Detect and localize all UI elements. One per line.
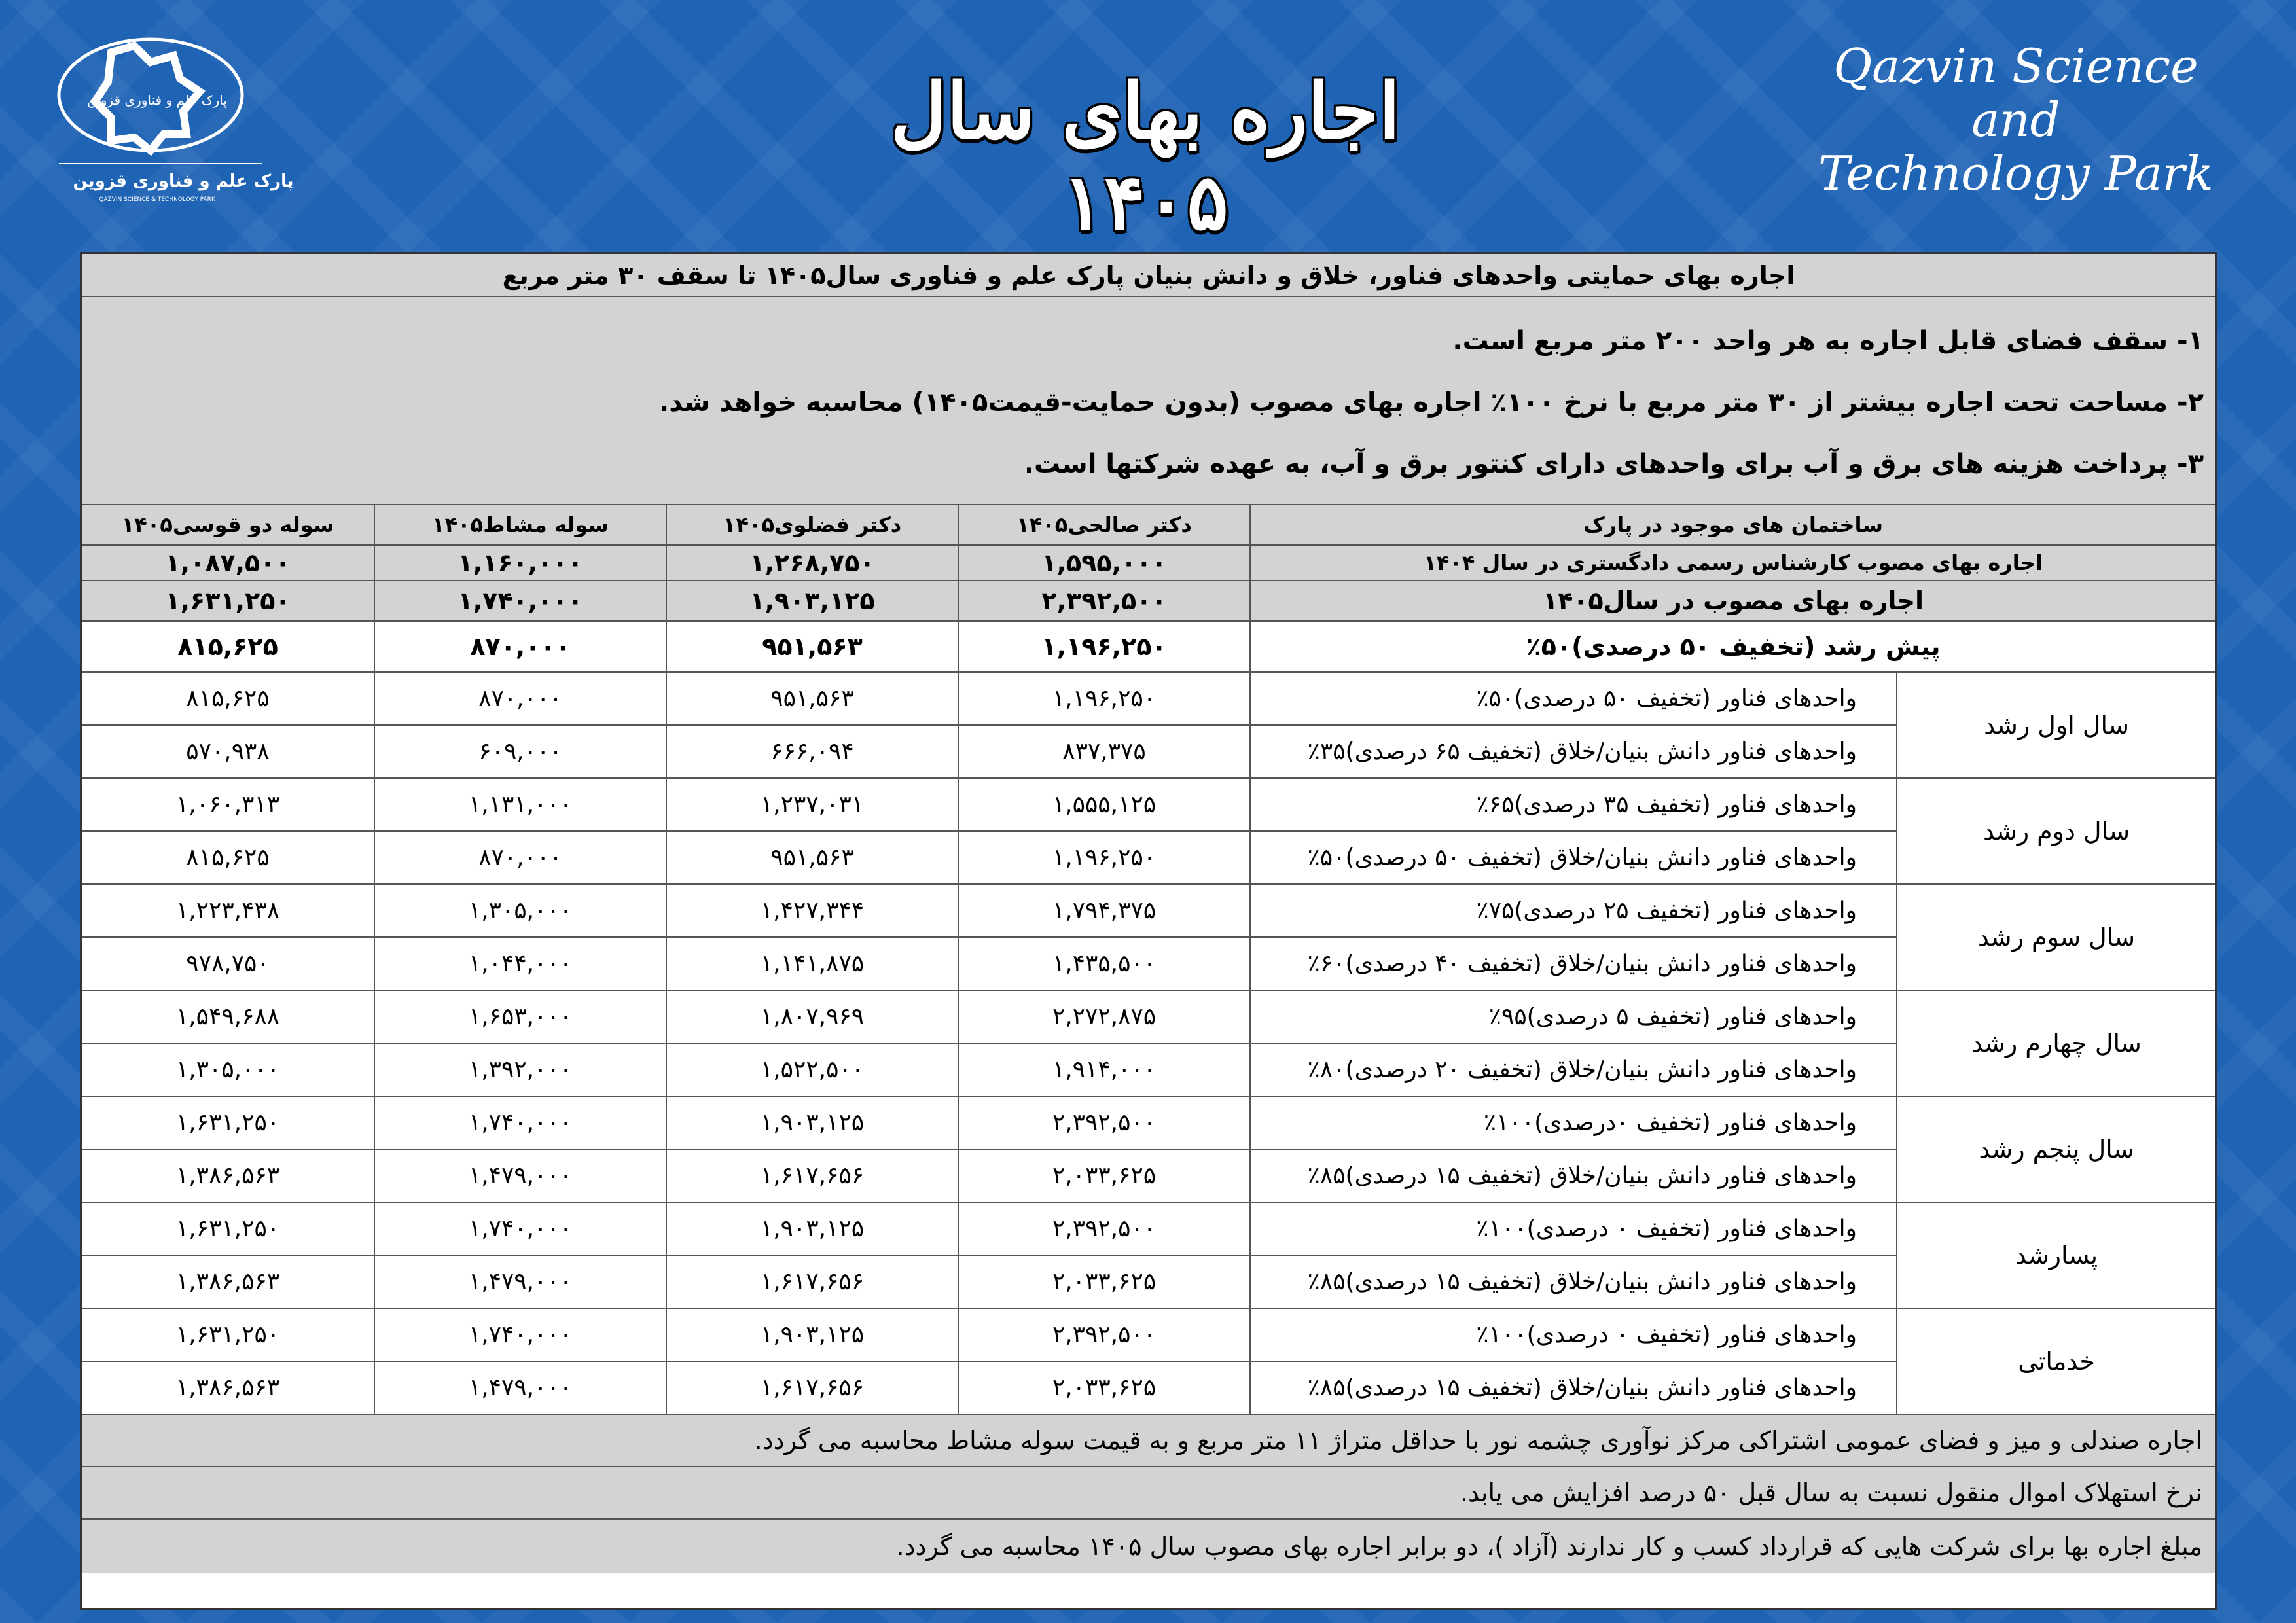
value-cell: ۶۰۹,۰۰۰ — [374, 726, 666, 777]
note-1: ۱- سقف فضای قابل اجاره به هر واحد ۲۰۰ متر مربع است. — [1452, 326, 2204, 356]
row-label: واحدهای فناور (تخفیف ۲۵ درصدی)۷۵٪ — [1249, 885, 1896, 936]
park-name-line: and — [1971, 92, 2060, 147]
row-label: واحدهای فناور دانش بنیان/خلاق (تخفیف ۵۰ درصدی)۵۰٪ — [1249, 832, 1896, 883]
row-label: واحدهای فناور دانش بنیان/خلاق (تخفیف ۱۵ درصدی)۸۵٪ — [1249, 1362, 1896, 1414]
value-cell: ۵۷۰,۹۳۸ — [186, 738, 270, 765]
row-label: واحدهای فناور دانش بنیان/خلاق (تخفیف ۴۰ درصدی)۶۰٪ — [1249, 938, 1896, 990]
park-name-line: Technology Park — [1818, 146, 2214, 201]
group-label: سال اول رشد — [1896, 673, 2215, 779]
value-cell: ۱,۶۳۱,۲۵۰ — [175, 1109, 280, 1136]
value-cell: ۱,۵۵۵,۱۲۵ — [958, 779, 1249, 830]
value-cell: ۱,۵۴۹,۶۸۸ — [175, 1003, 280, 1030]
value-cell: ۱,۳۸۶,۵۶۳ — [175, 1162, 280, 1189]
value-cell: ۲,۲۷۲,۸۷۵ — [958, 991, 1249, 1043]
value-cell: ۹۵۱,۵۶۳ — [666, 622, 958, 671]
value-cell: ۱,۷۴۰,۰۰۰ — [374, 581, 666, 620]
row-label: اجاره بهای مصوب کارشناس رسمی دادگستری در سال ۱۴۰۴ — [1249, 546, 2215, 580]
value-cell: ۱,۱۴۱,۸۷۵ — [666, 938, 958, 990]
column-header-label: ساختمان های موجود در پارک — [1249, 505, 2215, 544]
value-cell: ۸۷۰,۰۰۰ — [374, 832, 666, 883]
value-cell: ۱,۳۸۶,۵۶۳ — [175, 1374, 280, 1401]
value-cell: ۱,۴۳۵,۵۰۰ — [958, 938, 1249, 990]
value-cell: ۱,۲۳۷,۰۳۱ — [666, 779, 958, 830]
value-cell: ۱,۰۸۷,۵۰۰ — [165, 548, 291, 577]
group-label: سال سوم رشد — [1896, 885, 2215, 991]
summary-row — [82, 546, 2215, 581]
value-cell: ۱,۲۶۸,۷۵۰ — [666, 546, 958, 580]
group-label: پسارشد — [1896, 1203, 2215, 1309]
column-header: سوله دو قوسی۱۴۰۵ — [121, 512, 334, 537]
value-cell: ۱,۹۰۳,۱۲۵ — [666, 1097, 958, 1149]
table-row — [82, 1203, 2215, 1256]
value-cell: ۱,۶۳۱,۲۵۰ — [175, 1215, 280, 1242]
value-cell: ۲,۳۹۲,۵۰۰ — [958, 1203, 1249, 1255]
logo-fa-text-bottom: پارک علم و فناوری قزوین — [73, 171, 294, 191]
park-logo — [52, 26, 294, 223]
table-row — [82, 938, 2215, 991]
value-cell: ۱,۹۰۳,۱۲۵ — [666, 1309, 958, 1361]
table-row — [82, 726, 2215, 779]
value-cell: ۸۱۵,۶۲۵ — [186, 844, 270, 871]
table-row — [82, 1097, 2215, 1150]
value-cell: ۱,۶۵۳,۰۰۰ — [374, 991, 666, 1043]
column-header: دکتر فضلوی۱۴۰۵ — [666, 505, 958, 544]
note-3: ۳- پرداخت هزینه های برق و آب برای واحدهای دارای کنتور برق و آب، به عهده شرکتها است. — [1024, 449, 2204, 479]
row-label: پیش رشد (تخفیف ۵۰ درصدی)۵۰٪ — [1249, 622, 2215, 671]
value-cell: ۲,۳۹۲,۵۰۰ — [958, 1309, 1249, 1361]
footer-note: مبلغ اجاره بها برای شرکت هایی که قرارداد کسب و کار ندارند (آزاد )، دو برابر اجاره بهای مصوب سال ۱۴۰۵ محاسبه می گردد. — [82, 1520, 2215, 1573]
value-cell: ۱,۱۹۶,۲۵۰ — [958, 832, 1249, 883]
table-row — [82, 1309, 2215, 1362]
value-cell: ۱,۳۹۲,۰۰۰ — [374, 1044, 666, 1096]
value-cell: ۲,۰۳۳,۶۲۵ — [958, 1256, 1249, 1308]
value-cell: ۱,۴۷۹,۰۰۰ — [374, 1256, 666, 1308]
group-label: سال پنجم رشد — [1896, 1097, 2215, 1203]
value-cell: ۸۷۰,۰۰۰ — [374, 673, 666, 724]
value-cell: ۱,۴۷۹,۰۰۰ — [374, 1362, 666, 1414]
value-cell: ۱,۷۹۴,۳۷۵ — [958, 885, 1249, 936]
table-row — [82, 1256, 2215, 1309]
value-cell: ۸۱۵,۶۲۵ — [177, 632, 278, 661]
value-cell: ۱,۱۹۶,۲۵۰ — [958, 673, 1249, 724]
value-cell: ۸۳۷,۳۷۵ — [958, 726, 1249, 777]
row-label: واحدهای فناور (تخفیف ۰ درصدی)۱۰۰٪ — [1249, 1203, 1896, 1255]
table-row — [82, 885, 2215, 938]
value-cell: ۱,۱۶۰,۰۰۰ — [374, 546, 666, 580]
value-cell: ۱,۵۹۵,۰۰۰ — [958, 546, 1249, 580]
group-label: سال دوم رشد — [1896, 779, 2215, 885]
rent-table — [80, 252, 2217, 1610]
value-cell: ۲,۳۹۲,۵۰۰ — [958, 581, 1249, 620]
row-label: واحدهای فناور (تخفیف ۰ درصدی)۱۰۰٪ — [1249, 1309, 1896, 1361]
table-row — [82, 1362, 2215, 1415]
row-label: واحدهای فناور (تخفیف ۵۰ درصدی)۵۰٪ — [1249, 673, 1896, 724]
value-cell: ۱,۶۱۷,۶۵۶ — [666, 1256, 958, 1308]
value-cell: ۱,۷۴۰,۰۰۰ — [374, 1097, 666, 1149]
logo-en-text: QAZVIN SCIENCE & TECHNOLOGY PARK — [99, 196, 215, 203]
logo-fa-text: پارک علم و فناوری قزوین — [87, 92, 227, 108]
value-cell: ۱,۲۲۳,۴۳۸ — [175, 897, 280, 924]
value-cell: ۱,۶۳۱,۲۵۰ — [165, 586, 291, 615]
table-notes — [82, 297, 2215, 505]
value-cell: ۲,۳۹۲,۵۰۰ — [958, 1097, 1249, 1149]
value-cell: ۱,۵۲۲,۵۰۰ — [666, 1044, 958, 1096]
value-cell: ۸۷۰,۰۰۰ — [374, 622, 666, 671]
value-cell: ۱,۴۷۹,۰۰۰ — [374, 1150, 666, 1202]
value-cell: ۱,۷۴۰,۰۰۰ — [374, 1309, 666, 1361]
group-label: خدماتی — [1896, 1309, 2215, 1415]
table-row — [82, 832, 2215, 885]
summary-row — [82, 581, 2215, 622]
value-cell: ۱,۳۰۵,۰۰۰ — [374, 885, 666, 936]
value-cell: ۱,۷۴۰,۰۰۰ — [374, 1203, 666, 1255]
value-cell: ۱,۹۱۴,۰۰۰ — [958, 1044, 1249, 1096]
table-row — [82, 991, 2215, 1044]
table-title: اجاره بهای حمایتی واحدهای فناور، خلاق و دانش بنیان پارک علم و فناوری سال۱۴۰۵ تا سقف ۳۰ متر مربع — [82, 254, 2215, 297]
value-cell: ۹۷۸,۷۵۰ — [186, 950, 270, 977]
value-cell: ۱,۹۰۳,۱۲۵ — [666, 581, 958, 620]
header-row — [82, 505, 2215, 546]
value-cell: ۱,۱۹۶,۲۵۰ — [958, 622, 1249, 671]
park-name — [1767, 39, 2265, 200]
value-cell: ۱,۳۰۵,۰۰۰ — [175, 1056, 280, 1083]
park-name-line: Qazvin Science — [1833, 39, 2198, 94]
table-row — [82, 1044, 2215, 1097]
column-header: دکتر صالحی۱۴۰۵ — [958, 505, 1249, 544]
group-label: سال چهارم رشد — [1896, 991, 2215, 1097]
row-label: اجاره بهای مصوب در سال۱۴۰۵ — [1249, 581, 2215, 620]
footer-note: نرخ استهلاک اموال منقول نسبت به سال قبل ۵۰ درصد افزایش می یابد. — [82, 1467, 2215, 1520]
row-label: واحدهای فناور (تخفیف ۳۵ درصدی)۶۵٪ — [1249, 779, 1896, 830]
value-cell: ۹۵۱,۵۶۳ — [666, 673, 958, 724]
row-label: واحدهای فناور (تخفیف ۵ درصدی)۹۵٪ — [1249, 991, 1896, 1043]
value-cell: ۱,۹۰۳,۱۲۵ — [666, 1203, 958, 1255]
value-cell: ۱,۶۱۷,۶۵۶ — [666, 1362, 958, 1414]
value-cell: ۹۵۱,۵۶۳ — [666, 832, 958, 883]
value-cell: ۱,۶۳۱,۲۵۰ — [175, 1321, 280, 1348]
column-header: سوله مشاط۱۴۰۵ — [374, 505, 666, 544]
page-title: اجاره بهای سال ۱۴۰۵ — [890, 65, 1401, 247]
value-cell: ۶۶۶,۰۹۴ — [666, 726, 958, 777]
value-cell: ۱,۳۸۶,۵۶۳ — [175, 1268, 280, 1295]
table-row — [82, 673, 2215, 726]
table-row — [82, 1150, 2215, 1203]
note-2: ۲- مساحت تحت اجاره بیشتر از ۳۰ متر مربع با نرخ ۱۰۰٪ اجاره بهای مصوب (بدون حمایت-قیمت۱۴۰۵) محاسبه خواهد شد. — [659, 387, 2204, 418]
row-label: واحدهای فناور دانش بنیان/خلاق (تخفیف ۱۵ درصدی)۸۵٪ — [1249, 1150, 1896, 1202]
row-label: واحدهای فناور دانش بنیان/خلاق (تخفیف ۶۵ درصدی)۳۵٪ — [1249, 726, 1896, 777]
value-cell: ۱,۰۴۴,۰۰۰ — [374, 938, 666, 990]
row-label: واحدهای فناور دانش بنیان/خلاق (تخفیف ۲۰ درصدی)۸۰٪ — [1249, 1044, 1896, 1096]
value-cell: ۱,۴۲۷,۳۴۴ — [666, 885, 958, 936]
value-cell: ۱,۶۱۷,۶۵۶ — [666, 1150, 958, 1202]
row-label: واحدهای فناور (تخفیف ۰درصدی)۱۰۰٪ — [1249, 1097, 1896, 1149]
value-cell: ۱,۸۰۷,۹۶۹ — [666, 991, 958, 1043]
value-cell: ۲,۰۳۳,۶۲۵ — [958, 1362, 1249, 1414]
value-cell: ۲,۰۳۳,۶۲۵ — [958, 1150, 1249, 1202]
row-label: واحدهای فناور دانش بنیان/خلاق (تخفیف ۱۵ درصدی)۸۵٪ — [1249, 1256, 1896, 1308]
table-row — [82, 779, 2215, 832]
footer-note: اجاره صندلی و میز و فضای عمومی اشتراکی مرکز نوآوری چشمه نور با حداقل متراژ ۱۱ متر مربع و به قیمت سوله مشاط محاسبه می گردد. — [82, 1415, 2215, 1467]
summary-row — [82, 622, 2215, 673]
value-cell: ۱,۰۶۰,۳۱۳ — [175, 791, 280, 818]
value-cell: ۱,۱۳۱,۰۰۰ — [374, 779, 666, 830]
value-cell: ۸۱۵,۶۲۵ — [186, 685, 270, 712]
